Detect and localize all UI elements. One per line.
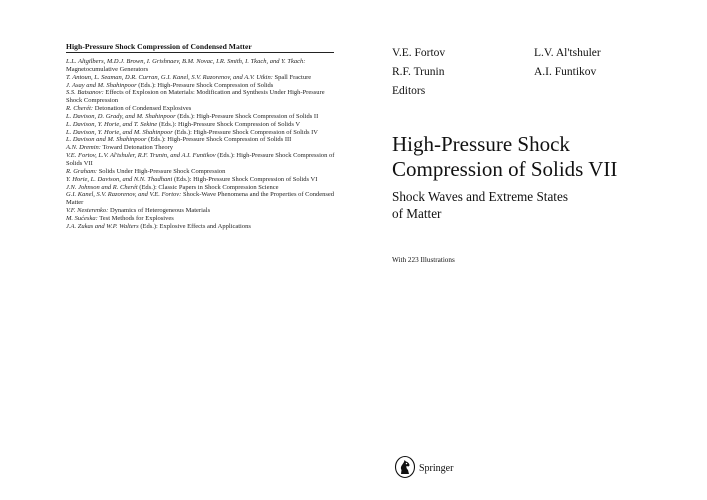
list-item [66,58,338,74]
book-subtitle-line: Shock Waves and Extreme States [392,189,568,204]
book-authors: Y. Horie, L. Davison, and N.N. Thadhani [66,175,173,183]
list-item [66,74,338,82]
series-title: High-Pressure Shock Compression of Condensed Matter [66,42,252,51]
list-item [66,184,338,192]
book-title: (Eds.): Classic Papers in Shock Compression Science [139,183,279,191]
series-book-list [66,58,338,231]
book-title-line: Compression of Solids VII [392,157,618,181]
list-item [66,136,338,144]
book-authors: A.N. Dremin: [66,144,101,152]
editors-label: Editors [392,85,426,97]
series-page [0,0,350,500]
book-title: (Eds.): Explosive Effects and Applications [140,222,251,230]
publisher-name: Springer [419,462,454,474]
book-authors: R. Graham: [66,167,98,175]
editor-name: V.E. Fortov [392,47,446,59]
series-title-rule [66,52,334,53]
book-authors: L. Davison, Y. Horie, and T. Sekine [66,120,158,128]
book-authors: L. Davison, Y. Horie, and M. Shahinpoor [66,128,173,136]
book-title: Toward Detonation Theory [102,144,174,152]
publisher-imprint [394,454,453,480]
book-authors: J.N. Johnson and R. Cherét [66,183,138,191]
book-subtitle-line: of Matter [392,206,442,221]
list-item [66,215,338,223]
title-page [355,0,707,500]
book-authors: T. Antoun, L. Seaman, D.R. Curran, G.I. Kanel, S.V. Razorenov, and A.V. Utkin: [66,73,273,81]
list-item [66,144,338,152]
illustrations-note: With 223 Illustrations [392,256,455,264]
book-title: Detonation of Condensed Explosives [94,105,192,113]
book-authors: L.L. Altgilbers, M.D.J. Brown, I. Grishnaev, B.M. Novac, I.R. Smith, I. Tkach, and Y. Tkach: [66,58,306,65]
list-item [66,176,338,184]
book-title: Spall Fracture [274,73,312,81]
book-authors: G.I. Kanel, S.V. Razorenov, and V.E. Fortov: [66,191,182,199]
book-title [392,132,617,182]
book-title: Effects of Explosion on Materials: Modification and Synthesis Under High-Pressure Shock Compression [66,89,325,105]
book-authors: L. Davison, D. Grady, and M. Shahinpoor [66,112,176,120]
list-item [66,191,338,207]
book-authors: R. Cherét: [66,105,94,113]
book-authors: V.E. Fortov, L.V. Al'tshuler, R.F. Trunin, and A.I. Funtikov [66,152,216,160]
springer-logo-icon [394,455,416,479]
list-item [66,223,338,231]
list-item [66,105,338,113]
list-item [66,121,338,129]
editor-name: L.V. Al'tshuler [534,47,601,59]
book-title-line: High-Pressure Shock [392,132,570,156]
book-title: (Eds.): High-Pressure Shock Compression of Solids V [158,120,301,128]
book-title: Solids Under High-Pressure Shock Compression [98,167,226,175]
book-title: (Eds.): High-Pressure Shock Compression of Solids IV [174,128,319,136]
book-authors: M. Sućeska: [66,214,98,222]
editor-name: R.F. Trunin [392,66,445,78]
book-title: (Eds.): High-Pressure Shock Compression of Solids II [177,112,319,120]
book-title: (Eds.): High-Pressure Shock Compression of Solids III [148,136,292,144]
list-item [66,89,338,105]
editor-name: A.I. Funtikov [534,66,597,78]
book-authors: S.S. Batsanov: [66,89,104,97]
list-item [66,129,338,137]
book-title: (Eds.): High-Pressure Shock Compression of Solids VII [66,152,335,167]
book-title: Shock-Wave Phenomena and the Properties of Condensed Matter [66,191,335,207]
list-item [66,207,338,215]
book-title: (Eds.): High-Pressure Shock Compression of Solids [138,81,274,89]
list-item [66,113,338,121]
list-item [66,82,338,90]
book-authors: L. Davison and M. Shahinpoor [66,136,147,144]
book-authors: V.F. Nesterenko: [66,207,109,215]
book-authors: J.A. Zukas and W.P. Walters [66,222,139,230]
book-title: Magnetocumulative Generators [66,65,149,73]
book-title: Dynamics of Heterogeneous Materials [109,207,211,215]
book-title: (Eds.): High-Pressure Shock Compression of Solids VI [173,175,318,183]
book-authors: J. Asay and M. Shahinpoor [66,81,137,89]
list-item [66,152,338,168]
book-subtitle [392,188,568,222]
list-item [66,168,338,176]
book-title: Test Methods for Explosives [99,214,174,222]
